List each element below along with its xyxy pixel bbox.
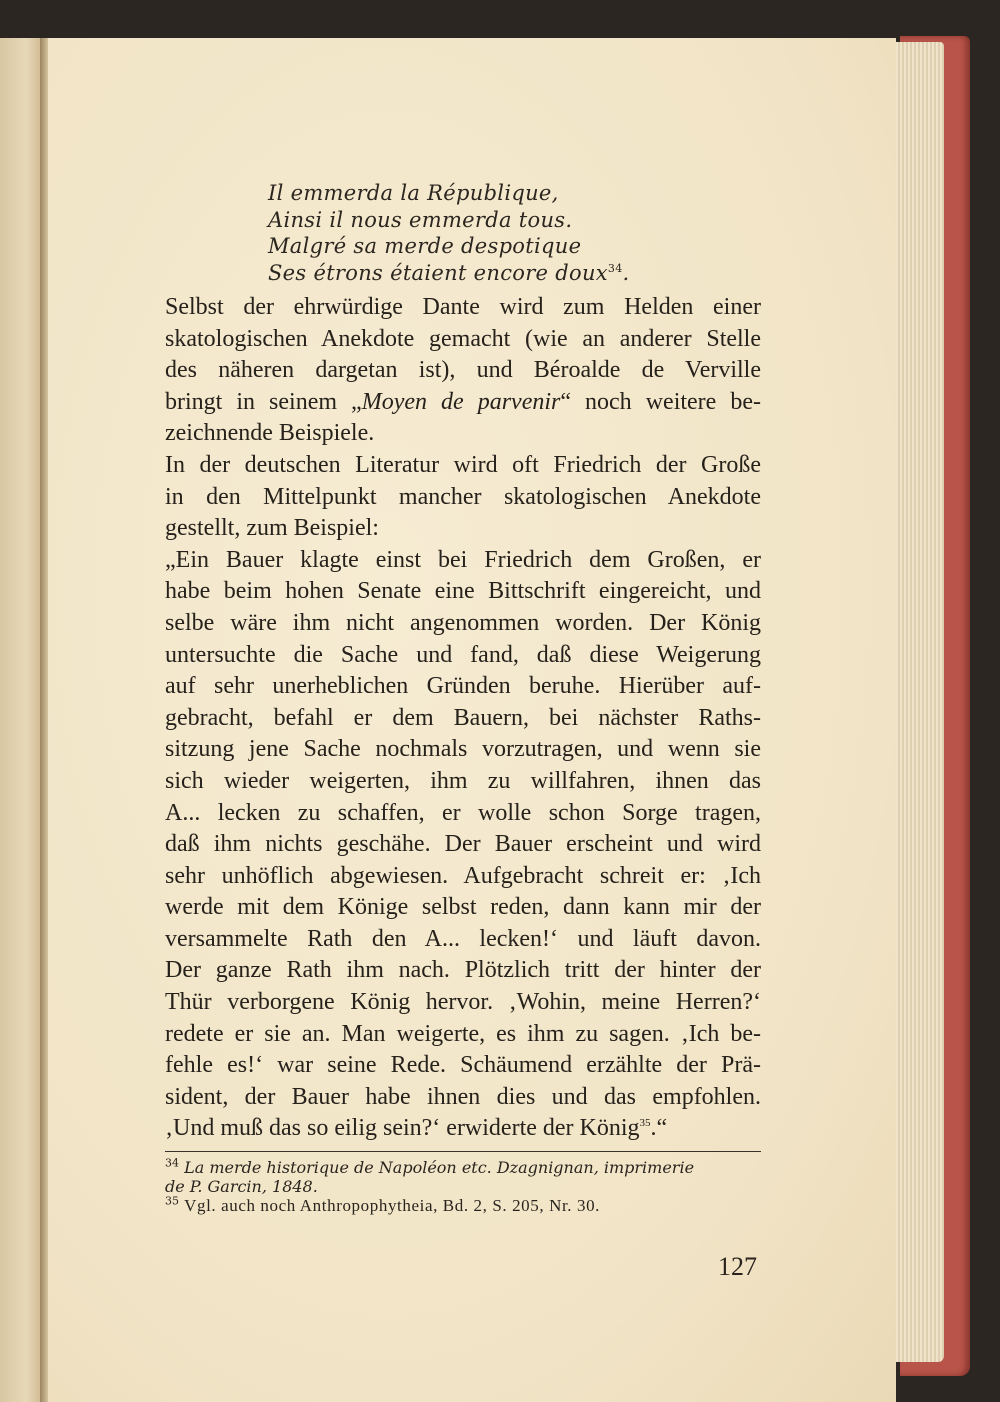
footnote-text: de P. Garcin, 1848. <box>165 1177 318 1196</box>
page-stack-edges <box>892 42 944 1362</box>
text-line: In der deutschen Literatur wird oft Friedrich der Große <box>165 451 761 478</box>
footnote-ref-34: 34 <box>607 261 623 275</box>
text-segment: ‚Und muß das so eilig sein?‘ erwiderte der König <box>165 1115 640 1142</box>
verse-quotation <box>268 180 630 286</box>
text-line: versammelte Rath den A... lecken!‘ und läuft davon. <box>165 925 761 952</box>
footnote-text: Vgl. auch noch Anthropophytheia, Bd. 2, S. 205, Nr. 30. <box>184 1196 601 1215</box>
text-line: Thür verborgene König hervor. ‚Wohin, meine Herren?‘ <box>165 989 761 1016</box>
text-line: sident, der Bauer habe ihnen dies und das empfohlen. <box>165 1083 761 1110</box>
book-page <box>48 38 896 1402</box>
footnote-34 <box>165 1158 761 1177</box>
book-title: Moyen de parvenir <box>361 388 561 415</box>
text-line: zeichnende Beispiele. <box>165 420 375 447</box>
text-line: gestellt, zum Beispiel: <box>165 515 379 542</box>
footnotes <box>165 1158 761 1215</box>
footnote-text: La merde historique de Napoléon etc. Dzagnignan, imprimerie <box>184 1158 695 1177</box>
text-line: in den Mittelpunkt mancher skatologischen Anekdote <box>165 483 761 510</box>
text-line: gebracht, befahl er dem Bauern, bei nächster Raths- <box>165 704 761 731</box>
verse-period: . <box>622 260 630 285</box>
body-text <box>165 292 761 1145</box>
text-line: habe beim hohen Senate eine Bittschrift eingereicht, und <box>165 578 761 605</box>
footnote-number: 34 <box>165 1156 179 1170</box>
text-line: fehle es!‘ war seine Rede. Schäumend erzählte der Prä- <box>165 1052 761 1079</box>
footnote-number: 35 <box>165 1194 179 1208</box>
text-line: des näheren dargetan ist), und Béroalde de Verville <box>165 357 761 384</box>
text-line: skatologischen Anekdote gemacht (wie an anderer Stelle <box>165 325 761 352</box>
verse-line-text: Ses étrons étaient encore doux <box>268 260 608 285</box>
verse-line: Malgré sa merde despotique <box>268 234 582 258</box>
text-line <box>165 387 761 419</box>
verse-line: Il emmerda la République, <box>268 181 559 205</box>
text-line: Der ganze Rath ihm nach. Plötzlich tritt der hinter der <box>165 957 761 984</box>
text-line: sitzung jene Sache nochmals vorzutragen, und wenn sie <box>165 736 761 763</box>
text-line: werde mit dem Könige selbst reden, dann kann mir der <box>165 894 761 921</box>
left-facing-page-edge <box>0 38 44 1402</box>
text-line: Selbst der ehrwürdige Dante wird zum Helden einer <box>165 294 761 320</box>
footnote-ref-35: 35 <box>639 1117 651 1130</box>
text-line: sehr unhöflich abgewiesen. Aufgebracht schreit er: ‚Ich <box>165 862 761 889</box>
text-line: „Ein Bauer klagte einst bei Friedrich dem Großen, er <box>165 546 761 573</box>
footnote-rule <box>165 1151 761 1152</box>
text-line <box>165 1113 761 1145</box>
closing-quote: .“ <box>650 1115 668 1142</box>
page-number: 127 <box>718 1252 757 1281</box>
footnote-35 <box>165 1196 761 1215</box>
text-line: redete er sie an. Man weigerte, es ihm zu sagen. ‚Ich be- <box>165 1020 761 1047</box>
text-segment: bringt in seinem „ <box>165 388 362 415</box>
text-line: selbe wäre ihm nicht angenommen worden. Der König <box>165 609 761 636</box>
text-line: A... lecken zu schaffen, er wolle schon Sorge tragen, <box>165 799 761 826</box>
text-line: untersuchte die Sache und fand, daß diese Weigerung <box>165 641 761 668</box>
text-line: daß ihm nichts geschähe. Der Bauer erscheint und wird <box>165 831 761 858</box>
text-line: sich wieder weigerten, ihm zu willfahren, ihnen das <box>165 767 761 794</box>
text-segment: “ noch weitere be- <box>560 388 761 415</box>
verse-line: Ainsi il nous emmerda tous. <box>268 207 573 232</box>
text-line: auf sehr unerheblichen Gründen beruhe. Hierüber auf- <box>165 673 761 700</box>
verse-line <box>268 260 630 287</box>
